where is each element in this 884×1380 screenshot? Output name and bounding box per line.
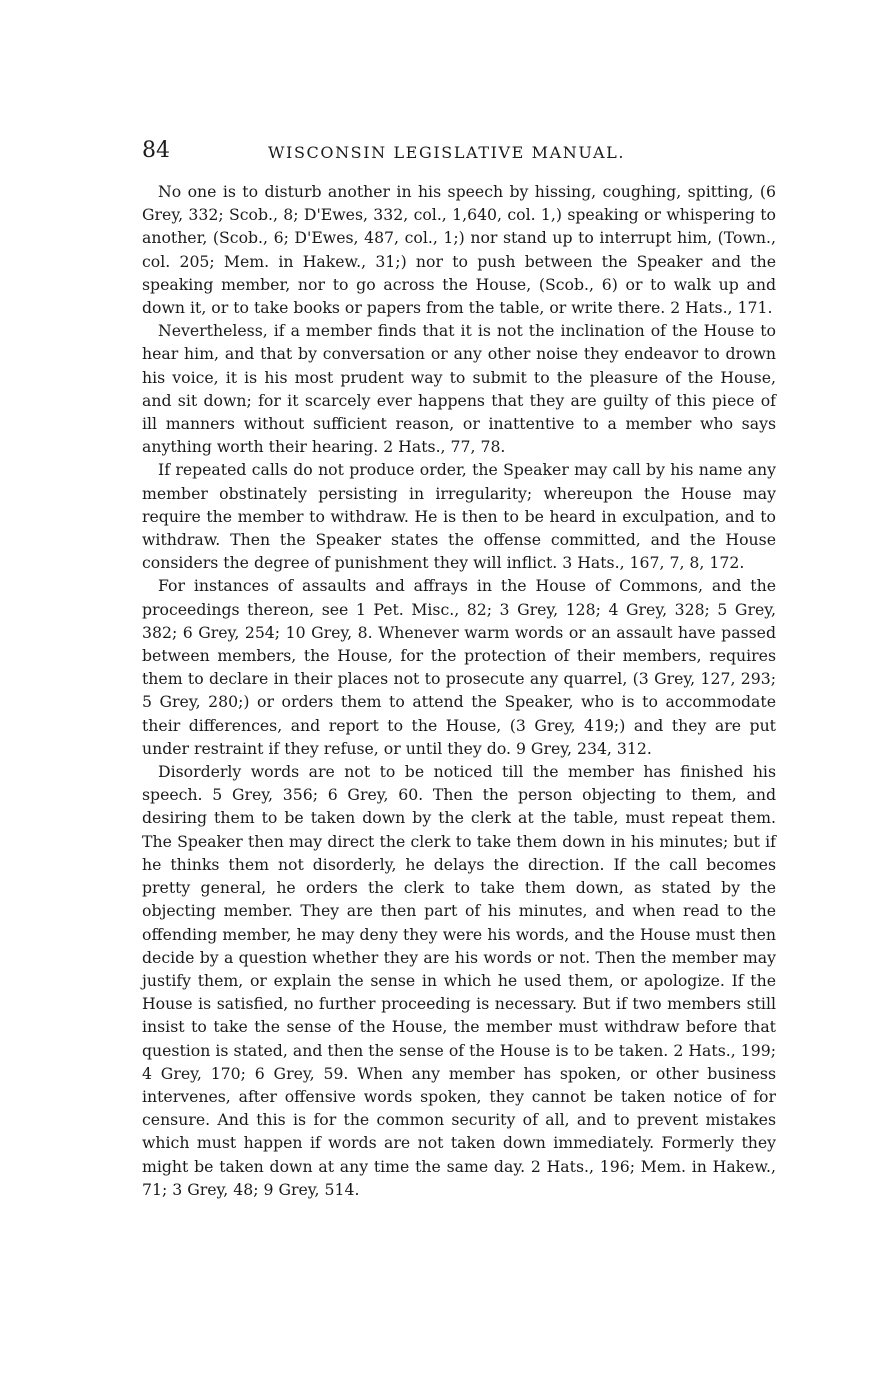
running-header <box>142 136 776 170</box>
paragraph-disturbance: No one is to disturb another in his speech by hissing, coughing, spitting, (6 Grey, 332; Scob., 8; D'Ewes, 332, col., 1,640, col. 1,) speaking or whispering to another, (Scob., 6; D'Ewes, 487, col., 1;) nor stand up to interrupt him, (Town., col. 205; Mem. in Hakew., 31;) nor to push between the Speaker and the speaking member, nor to go across the House, (Scob., 6) or to walk up and down it, or to take books or papers from the table, or write there. 2 Hats., 171. <box>142 182 776 318</box>
running-title: WISCONSIN LEGISLATIVE MANUAL. <box>268 143 626 162</box>
manual-page <box>142 136 776 1201</box>
paragraph-disorderly-words: Disorderly words are not to be noticed till the member has finished his speech. 5 Grey, 356; 6 Grey, 60. Then the person objecting to them, and desiring them to be taken down by the clerk at the table, must repeat them. The Speaker then may direct the clerk to take them down in his minutes; but if he thinks them not disorderly, he delays the direction. If the call becomes pretty general, he orders the clerk to take them down, as stated by the objecting member. They are then part of his minutes, and when read to the offending member, he may deny they were his words, and the House must then decide by a question whether they are his words or not. Then the member may justify them, or explain the sense in which he used them, or apologize. If the House is satisfied, no further proceeding is necessary. But if two members still insist to take the sense of the House, the member must withdraw before that question is stated, and then the sense of the House is to be taken. 2 Hats., 199; 4 Grey, 170; 6 Grey, 59. When any member has spoken, or other business intervenes, after offensive words spoken, they cannot be taken notice of for censure. And this is for the common security of all, and to prevent mistakes which must happen if words are not taken down immediately. Formerly they might be taken down at any time the same day. 2 Hats., 196; Mem. in Hakew., 71; 3 Grey, 48; 9 Grey, 514. <box>142 762 776 1199</box>
body-text <box>142 180 776 1201</box>
paragraph-assaults-and-affrays: For instances of assaults and affrays in the House of Commons, and the proceedings thereon, see 1 Pet. Misc., 82; 3 Grey, 128; 4 Grey, 328; 5 Grey, 382; 6 Grey, 254; 10 Grey, 8. Whenever warm words or an assault have passed between members, the House, for the protection of their members, requires them to declare in their places not to prosecute any quarrel, (3 Grey, 127, 293; 5 Grey, 280;) or orders them to attend the Speaker, who is to accommodate their differences, and report to the House, (3 Grey, 419;) and they are put under restraint if they refuse, or until they do. 9 Grey, 234, 312. <box>142 576 776 758</box>
paragraph-inclination-of-house: Nevertheless, if a member finds that it is not the inclination of the House to hear him, and that by conversation or any other noise they endeavor to drown his voice, it is his most prudent way to submit to the pleasure of the House, and sit down; for it scarcely ever happens that they are guilty of this piece of ill manners without sufficient reason, or inattentive to a member who says anything worth their hearing. 2 Hats., 77, 78. <box>142 321 776 457</box>
paragraph-repeated-calls: If repeated calls do not produce order, the Speaker may call by his name any member obstinately persisting in irregularity; whereupon the House may require the member to withdraw. He is then to be heard in exculpation, and to withdraw. Then the Speaker states the offense committed, and the House considers the degree of punishment they will inflict. 3 Hats., 167, 7, 8, 172. <box>142 460 776 573</box>
page-number: 84 <box>142 138 170 163</box>
